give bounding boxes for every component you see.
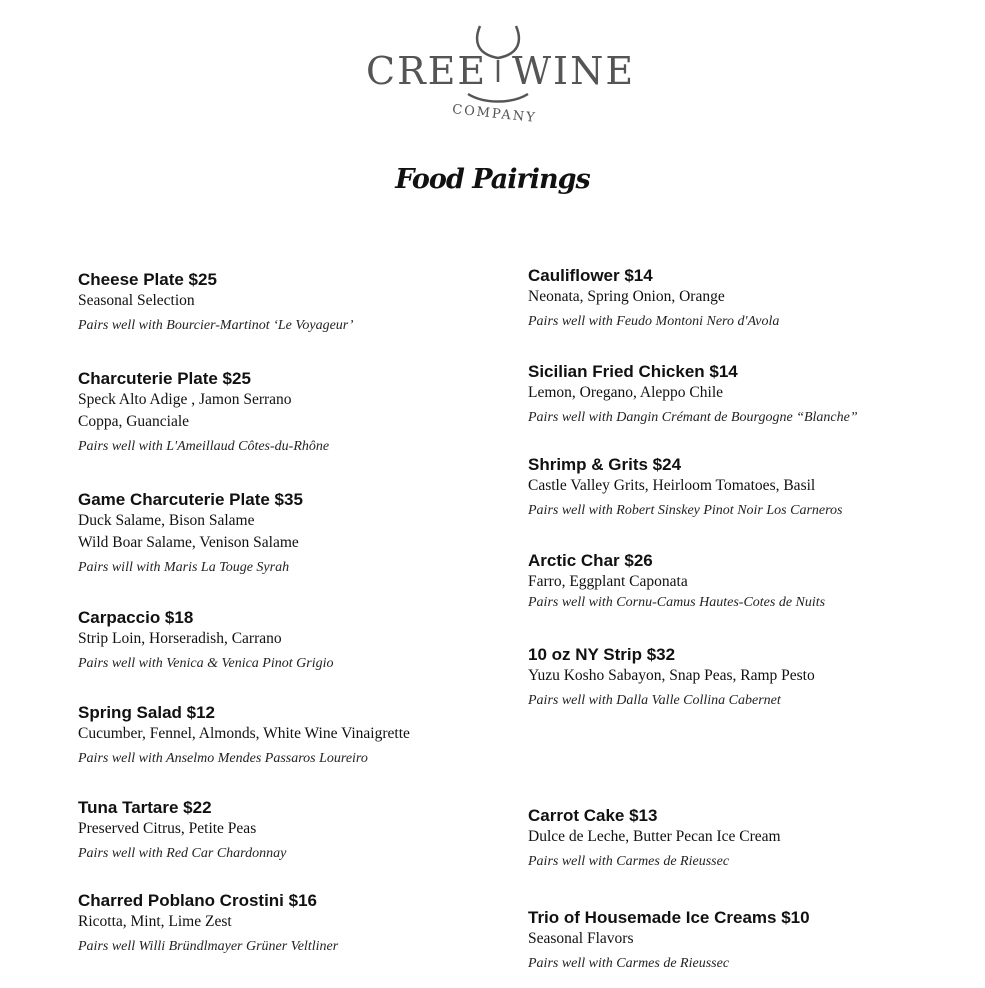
menu-item-name: Charred Poblano Crostini $16 <box>78 891 317 910</box>
menu-item-pairing: Pairs well Willi Bründlmayer Grüner Veltliner <box>78 939 339 954</box>
menu-item-name: Carrot Cake $13 <box>528 806 658 825</box>
logo-graphic <box>360 18 635 128</box>
menu-item-description: Speck Alto Adige , Jamon Serrano <box>78 391 292 408</box>
menu-item-description: Cucumber, Fennel, Almonds, White Wine Vinaigrette <box>78 725 410 742</box>
menu-item-arctic-char <box>528 551 968 613</box>
menu-item-pairing: Pairs will with Maris La Touge Syrah <box>78 560 290 575</box>
menu-item-description: Strip Loin, Horseradish, Carrano <box>78 630 282 647</box>
menu-item-pairing: Pairs well with Dalla Valle Collina Cabernet <box>528 693 781 708</box>
page-title: Food Pairings <box>395 164 590 195</box>
menu-item-name: Sicilian Fried Chicken $14 <box>528 362 738 381</box>
menu-item-name: Trio of Housemade Ice Creams $10 <box>528 908 810 927</box>
menu-item-cauliflower <box>528 266 968 332</box>
menu-item-name: Cauliflower $14 <box>528 266 653 285</box>
menu-item-charred-poblano-crostini <box>78 891 518 957</box>
menu-item-pairing: Pairs well with Anselmo Mendes Passaros Loureiro <box>78 751 368 766</box>
menu-item-ny-strip <box>528 645 968 711</box>
menu-item-spring-salad <box>78 703 518 769</box>
menu-item-name: Game Charcuterie Plate $35 <box>78 490 303 509</box>
logo-wordmark-right: WINE <box>512 49 635 93</box>
menu-item-description: Ricotta, Mint, Lime Zest <box>78 913 232 930</box>
menu-item-game-charcuterie-plate <box>78 490 518 578</box>
menu-item-pairing: Pairs well with Feudo Montoni Nero d'Avola <box>528 314 780 329</box>
menu-item-name: Arctic Char $26 <box>528 551 653 570</box>
menu-item-tuna-tartare <box>78 798 518 864</box>
menu-item-carpaccio <box>78 608 518 674</box>
menu-item-description: Lemon, Oregano, Aleppo Chile <box>528 384 723 401</box>
menu-item-cheese-plate <box>78 270 518 336</box>
menu-item-description: Dulce de Leche, Butter Pecan Ice Cream <box>528 828 781 845</box>
menu-item-carrot-cake <box>528 806 968 872</box>
menu-item-pairing: Pairs well with Robert Sinskey Pinot Noir Los Carneros <box>528 503 843 518</box>
menu-item-description: Neonata, Spring Onion, Orange <box>528 288 725 305</box>
wine-glass-base <box>468 94 528 102</box>
menu-item-description: Seasonal Selection <box>78 292 195 309</box>
menu-item-description: Duck Salame, Bison Salame <box>78 512 255 529</box>
menu-item-charcuterie-plate <box>78 369 518 457</box>
menu-item-description: Farro, Eggplant Caponata <box>528 573 688 590</box>
menu-item-pairing: Pairs well with Venica & Venica Pinot Grigio <box>78 656 334 671</box>
menu-item-description: Seasonal Flavors <box>528 930 634 947</box>
menu-item-description: Coppa, Guanciale <box>78 413 190 430</box>
menu-item-name: 10 oz NY Strip $32 <box>528 645 676 664</box>
menu-item-pairing: Pairs well with Red Car Chardonnay <box>78 846 287 861</box>
menu-item-description: Castle Valley Grits, Heirloom Tomatoes, Basil <box>528 477 816 494</box>
menu-item-shrimp-grits <box>528 455 968 521</box>
logo-wordmark-left: CREE <box>366 49 488 93</box>
menu-item-description: Wild Boar Salame, Venison Salame <box>78 534 299 551</box>
logo-subtitle: COMPANY <box>451 102 538 127</box>
menu-item-description: Preserved Citrus, Petite Peas <box>78 820 257 837</box>
menu-item-name: Charcuterie Plate $25 <box>78 369 251 388</box>
menu-item-trio-ice-creams <box>528 908 968 974</box>
menu-item-description: Yuzu Kosho Sabayon, Snap Peas, Ramp Pesto <box>528 667 815 684</box>
menu-item-pairing: Pairs well with Carmes de Rieussec <box>528 854 730 869</box>
menu-item-name: Spring Salad $12 <box>78 703 215 722</box>
company-logo <box>360 18 635 128</box>
menu-item-sicilian-fried-chicken <box>528 362 968 428</box>
menu-item-pairing: Pairs well with L'Ameillaud Côtes-du-Rhône <box>78 439 330 454</box>
menu-item-name: Cheese Plate $25 <box>78 270 217 289</box>
menu-item-name: Carpaccio $18 <box>78 608 194 627</box>
menu-item-pairing: Pairs well with Carmes de Rieussec <box>528 956 730 971</box>
menu-item-name: Tuna Tartare $22 <box>78 798 212 817</box>
menu-item-pairing: Pairs well with Dangin Crémant de Bourgogne “Blanche” <box>528 410 858 425</box>
menu-item-pairing: Pairs well with Bourcier-Martinot ‘Le Voyageur’ <box>78 318 354 333</box>
menu-item-pairing: Pairs well with Cornu-Camus Hautes-Cotes de Nuits <box>528 595 826 610</box>
menu-item-name: Shrimp & Grits $24 <box>528 455 682 474</box>
